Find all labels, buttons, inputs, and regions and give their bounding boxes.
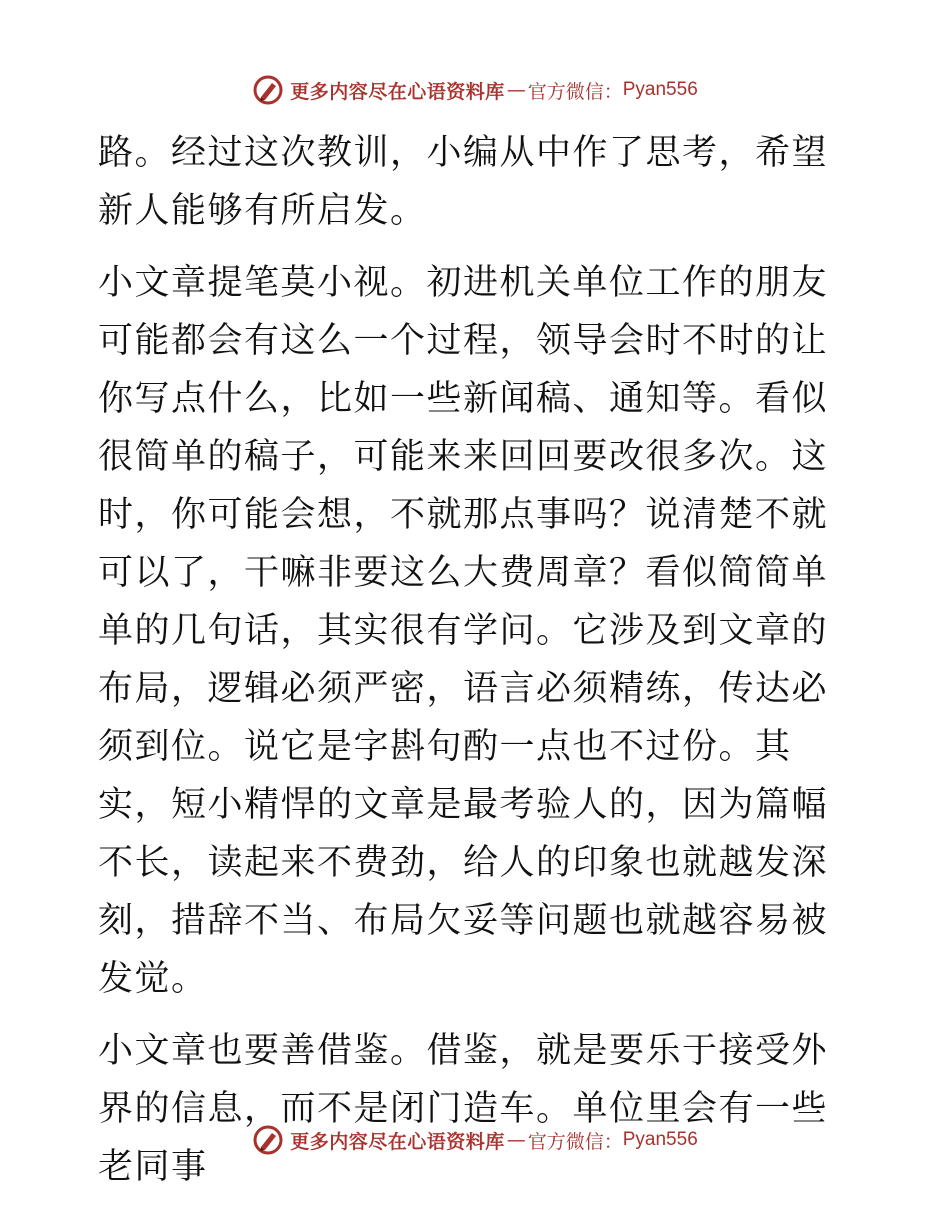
footer-banner [0, 1120, 950, 1160]
pen-circle-icon [252, 74, 284, 106]
banner-title: 更多内容尽在心语资料库 [290, 80, 505, 103]
banner-wechat-label: 官方微信： [527, 80, 623, 103]
banner-wechat-id: Pyan556 [622, 79, 698, 100]
banner-separator: — [506, 1129, 526, 1151]
banner-wechat-label: 官方微信： [527, 1130, 623, 1153]
banner-wechat-id: Pyan556 [622, 1129, 698, 1150]
paragraph-1: 路。经过这次教训，小编从中作了思考，希望新人能够有所启发。 [98, 133, 829, 231]
pen-circle-icon [252, 1124, 284, 1156]
banner-separator: — [506, 79, 526, 101]
document-body [98, 124, 853, 1196]
banner-title: 更多内容尽在心语资料库 [290, 1130, 505, 1153]
header-banner [0, 70, 950, 110]
paragraph-3: 小文章也要善借鉴。借鉴，就是要乐于接受外界的信息，而不是闭门造车。单位里会有一些老同事 [98, 1031, 829, 1187]
paragraph-2: 小文章提笔莫小视。初进机关单位工作的朋友可能都会有这么一个过程，领导会时不时的让你写点什么，比如一些新闻稿、通知等。看似很简单的稿子，可能来来回回要改很多次。这时，你可能会想，不就那点事吗？说清楚不就可以了，干嘛非要这么大费周章？看似简简单单的几句话，其实很有学问。它涉及到文章的布局，逻辑必须严密，语言必须精练，传达必须到位。说它是字斟句酌一点也不过份。其实，短小精悍的文章是最考验人的，因为篇幅不长，读起来不费劲，给人的印象也就越发深刻，措辞不当、布局欠妥等问题也就越容易被发觉。 [98, 263, 829, 999]
